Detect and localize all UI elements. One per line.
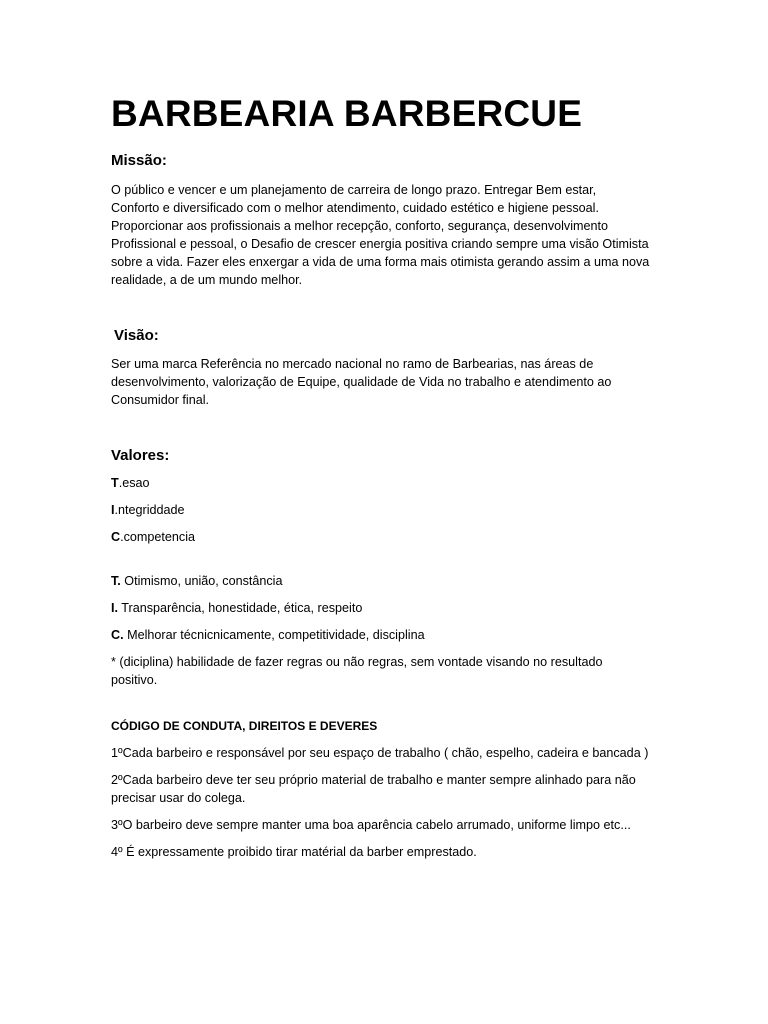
mission-line: O público e vencer e um planejamento de carreira de longo prazo. Entregar Bem estar, xyxy=(111,183,597,197)
acronym-rest: .ntegriddade xyxy=(114,503,185,517)
conduct-item xyxy=(111,843,671,861)
values-detail-item xyxy=(111,572,671,590)
conduct-item-line: 1ºCada barbeiro e responsável por seu espaço de trabalho ( chão, espelho, cadeira e bancada ) xyxy=(111,746,649,760)
values-detail-item xyxy=(111,599,671,617)
conduct-item xyxy=(111,816,671,834)
acronym-letter: C xyxy=(111,530,121,544)
conduct-item xyxy=(111,771,671,807)
note-line: positivo. xyxy=(111,673,158,687)
mission-line: sobre a vida. Fazer eles enxergar a vida de uma forma mais otimista gerando assim a uma nova xyxy=(111,255,650,269)
detail-letter: I. xyxy=(111,601,118,615)
vision-line: desenvolvimento, valorização de Equipe, qualidade de Vida no trabalho e atendimento ao xyxy=(111,375,612,389)
conduct-item-line: 2ºCada barbeiro deve ter seu próprio material de trabalho e manter sempre alinhado para não xyxy=(111,773,636,787)
conduct-item xyxy=(111,744,671,762)
conduct-item-line: 4º É expressamente proibido tirar matérial da barber emprestado. xyxy=(111,845,477,859)
detail-text: Otimismo, união, constância xyxy=(120,574,283,588)
detail-text: Transparência, honestidade, ética, respeito xyxy=(118,601,363,615)
detail-letter: T. xyxy=(111,574,121,588)
note-line: * (diciplina) habilidade de fazer regras ou não regras, sem vontade visando no resultado xyxy=(111,655,603,669)
acronym-letter: T xyxy=(111,476,119,490)
mission-line: realidade, a de um mundo melhor. xyxy=(111,273,303,287)
values-acronym-item xyxy=(111,528,671,546)
mission-line: Conforto e diversificado com o melhor atendimento, cuidado estético e higiene pessoal. xyxy=(111,201,599,215)
acronym-rest: .esao xyxy=(118,476,150,490)
conduct-item-line: precisar usar do colega. xyxy=(111,791,246,805)
values-acronym-item xyxy=(111,474,671,492)
detail-letter: C. xyxy=(111,628,124,642)
document-title: BARBEARIA BARBERCUE xyxy=(111,93,583,134)
vision-line: Consumidor final. xyxy=(111,393,209,407)
mission-heading: Missão: xyxy=(111,152,167,169)
vision-heading: Visão: xyxy=(114,327,159,344)
mission-paragraph xyxy=(111,181,671,289)
conduct-item-line: 3ºO barbeiro deve sempre manter uma boa aparência cabelo arrumado, uniforme limpo etc... xyxy=(111,818,631,832)
vision-paragraph xyxy=(111,355,671,409)
values-detail-item xyxy=(111,626,671,644)
acronym-rest: .competencia xyxy=(120,530,196,544)
values-note xyxy=(111,653,671,689)
document-page xyxy=(111,90,671,861)
mission-line: Proporcionar aos profissionais a melhor recepção, conforto, segurança, desenvolvimento xyxy=(111,219,609,233)
conduct-heading: CÓDIGO DE CONDUTA, DIREITOS E DEVERES xyxy=(111,719,378,733)
acronym-letter: I xyxy=(111,503,115,517)
vision-line: Ser uma marca Referência no mercado nacional no ramo de Barbearias, nas áreas de xyxy=(111,357,594,371)
values-acronym-item xyxy=(111,501,671,519)
detail-text: Melhorar técnicnicamente, competitividade, disciplina xyxy=(123,628,425,642)
values-heading: Valores: xyxy=(111,447,170,464)
mission-line: Profissional e pessoal, o Desafio de crescer energia positiva criando sempre uma visão Otimista xyxy=(111,237,649,251)
